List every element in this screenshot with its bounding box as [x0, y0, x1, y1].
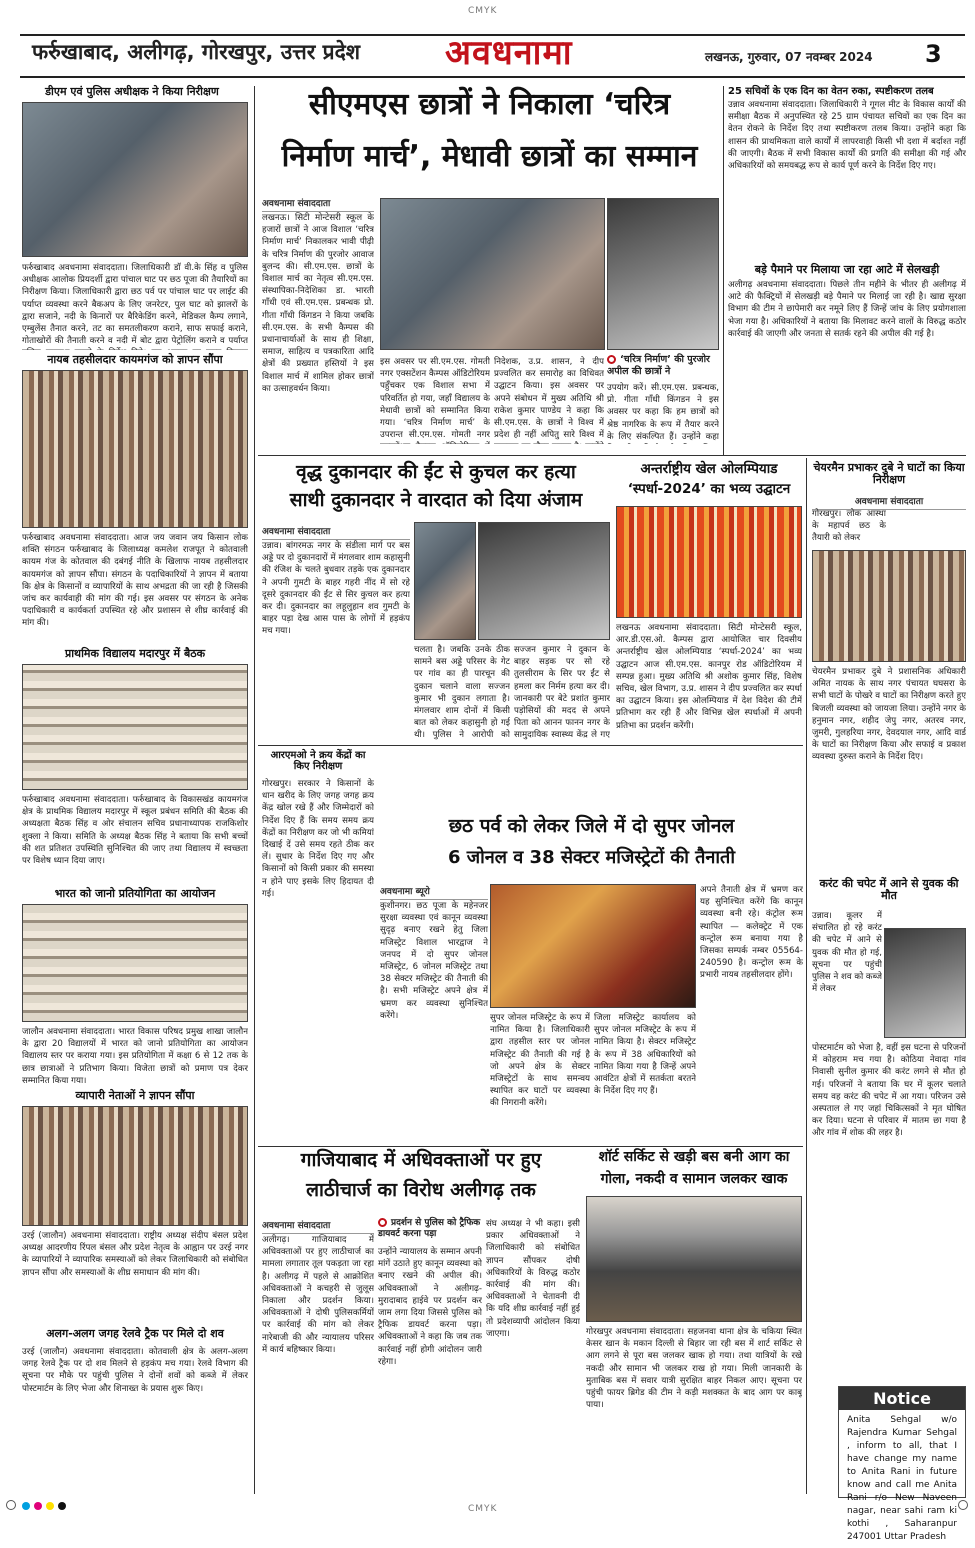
- lead-byline: अवधनामा संवाददाता: [262, 196, 374, 212]
- story-quiz-title: भारत को जानो प्रतियोगिता का आयोजन: [54, 887, 216, 900]
- photo-memorandum: [22, 370, 248, 528]
- story-chairman-body: चेयरमैन प्रभाकर दुबे ने प्रशासनिक अधिकारी अमित नायक के साथ नगर पंचायत घघसरा के सभी घाटों के पोखरे व घाटों का निरीक्षण करते हुए बिजली व्यवस्था को जायजा लिया। उन्होंने नगर के हनुमान नगर, शहीद जेपु नगर, अतरव नगर, जुमरी, गुलहरिया नगर, देवदयाल नगर, आदि वार्ड के घाटों का निरीक्षण किया और सफाई व प्रकाश व्यवस्था दुरुस्त कराने के निर्देश दिए।: [812, 667, 966, 763]
- story-traders-body: उरई (जालौन) अवधनामा संवाददाता। राष्ट्रीय अध्यक्ष संदीप बंसल प्रदेश अध्यक्ष आदरणीय रिंपल बंसल और प्रदेश नेतृत्व के आह्वान पर उरई नगर के व्यापारियों ने व्यापारिक समस्याओं को लेकर जिलाधिकारी को संबोधित ज्ञापन सौंपा और समस्याओं के शीघ्र समाधान की मांग की।: [22, 1231, 248, 1278]
- murder-headline-line2: साथी दुकानदार ने वारदात को दिया अंजाम: [289, 489, 583, 511]
- story-dm-inspection-body: फर्रुखाबाद अवधनामा संवाददाता। जिलाधिकारी डॉ वी.के सिंह व पुलिस अधीक्षक आलोक प्रियदर्शी द्वारा पांचाल घाट पर छठ पूजा की तैयारियों का निरीक्षण किया। जिलाधिकारी द्वारा छठ पर्व पर पांचाल घाट पर लाईट की पर्याप्त व्यवस्था करने बैकअप के लिए जनरेटर, पुल घाट को झालरों के द्वारा सजाने, नदी के किनारों पर बैरिकेडिंग करने, मेडिकल कैम्प लगाने, एम्बुलेंस तैनात करने, तट का समतलीकरण कराने, साफ सफाई कराने, गोताखोरों की तैनाती करने व नदी में बोट द्वारा पेट्रोलिंग कराने व पर्याप्त: [22, 263, 248, 347]
- ghaziabad-byline: अवधनामा संवाददाता: [262, 1218, 374, 1234]
- story-chairman-lede: गोरखपुर। लोक आस्था के महापर्व छठ के तैयारी को लेकर: [812, 509, 886, 544]
- story-dm-inspection-title: डीएम एवं पुलिस अधीक्षक ने किया निरीक्षण: [45, 85, 219, 98]
- ghaziabad-headline-line2: लाठीचार्ज का विरोध अलीगढ़ तक: [306, 1179, 536, 1201]
- lead-body-col1: लखनऊ। सिटी मोन्टेसरी स्कूल के हजारों छात्रों ने आज विशाल ‘चरित्र निर्माण मार्च’ निकालकर भावी पीढ़ी के चरित्र निर्माण की पुरजोर आवाज बुलन्द की। सी.एम.एस. छात्रों के विशाल मार्च का नेतृत्व सी.एम.एस. संस्थापिका-निदेशिका डा. भारती गाँधी एवं सी.एम.एस. प्रबन्धक प्रो. गीता गाँधी किंगडन ने किया जबकि सी.एम.एस. के सभी कैम्पस की प्रधानाचार्याओं के साथ ही शिक्षा, समाज, साहित्य व पत्रकारिता आदि क्षेत्रों की प्रख्यात हस्तियों ने इस विशाल मार्च में शामिल होकर छात्रों का उत्साहवर्धन किया।: [262, 213, 374, 394]
- black-swatch: [58, 1502, 66, 1510]
- story-railway-body: उरई (जालौन) अवधनामा संवाददाता। कोतवाली क्षेत्र के अलग-अलग जगह रेलवे ट्रैक पर दो शव मिलने से हड़कंप मच गया। रेलवे विभाग की सूचना पर मौके पर पहुंची पुलिस ने दोनों शवों को कब्जे में लेकर पोस्टमार्टम के लिए भेजा और शिनाख्त के प्रयास शुरू किए।: [22, 1347, 248, 1394]
- story-current-lede: उन्नाव। कूलर में संचालित हो रहे करंट की चपेट में आने से युवक की मौत हो गई, सूचना पर पहुंची पुलिस ने शव को कब्जे में लेकर: [812, 911, 882, 995]
- chairman-byline: अवधनामा संवाददाता: [812, 494, 966, 510]
- lead-headline-line2: निर्माण मार्च’, मेधावी छात्रों का सम्मान: [281, 139, 698, 174]
- story-adulteration-title: बड़े पैमाने पर मिलाया जा रहा आटे में सेलखड़ी: [754, 263, 940, 276]
- photo-accused: [478, 522, 610, 640]
- horizontal-rule-2: [258, 745, 803, 746]
- story-quiz-body: जालौन अवधनामा संवाददाता। भारत विकास परिषद प्रमुख शाखा जालौन के द्वारा 20 विद्यालयों में भारत को जानो प्रतियोगिता का आयोजन विद्यालय स्तर पर कराया गया। इस प्रतियोगिता में कक्षा 6 से 12 तक के छात्र छात्राओं ने प्रतिभाग किया। विजेता छात्रों को प्रमाण पत्र देकर सम्मानित किया गया।: [22, 1027, 248, 1086]
- column-rule-right: [806, 458, 807, 1494]
- photo-chhath: [490, 884, 696, 1008]
- photo-dm-inspection: [22, 102, 248, 257]
- lead-body-col2: इस अवसर पर सी.एम.एस. गोमती नगर एक्सटेंशन कैम्पस ऑडिटोरियम पहुँचकर एक विशाल सभा में परिवर्तित हो गया, जहाँ विद्यालय के मेधावी छात्रों को सम्मानित किया गया। ‘चरित्र निर्माण मार्च’ के उपरान्त सी.एम.एस. गोमती नगर: [380, 357, 490, 441]
- story-chairman-title: चेयरमैन प्रभाकर दुबे ने घाटों का किया निरीक्षण: [813, 461, 965, 487]
- color-register-label: CMYK: [468, 6, 498, 16]
- quote-bullet-icon: [607, 355, 616, 364]
- horizontal-rule-1: [258, 455, 966, 456]
- story-school-meeting-title: प्राथमिक विद्यालय मदारपुर में बैठक: [64, 647, 206, 660]
- lead-body-col3: निदेशक, उ.प्र. शासन, ने दीप प्रज्वलित कर समारोह का विधिवत उद्घाटन किया। इस अवसर पर अपने संबोधन में मुख्य अतिथि श्री राकेश कुमार पाण्डेय ने कहा कि सी.एम.एस. के छात्रों ने विश्व में प्रदेश ही नहीं अपितु सारे विश्व में: [494, 357, 604, 441]
- photo-victim-current: [884, 928, 966, 1038]
- olympiad-headline-line1: अन्तर्राष्ट्रीय खेल ओलम्पियाड: [640, 461, 778, 477]
- photo-cms-march: [380, 198, 605, 350]
- horizontal-rule-3: [258, 1146, 803, 1147]
- story-railway-title: अलग-अलग जगह रेलवे ट्रैक पर मिले दो शव: [46, 1327, 224, 1340]
- masthead-logo: अवधनामा: [445, 33, 573, 73]
- lead-pull-quote: [607, 354, 719, 378]
- ghaziabad-pull-quote-text: प्रदर्शन से पुलिस को ट्रैफिक डायवर्ट करना पड़ा: [378, 1218, 481, 1240]
- photo-bus-fire: [586, 1196, 802, 1322]
- story-memorandum-body: फर्रुखाबाद अवधनामा संवाददाता। आज जय जवान जय किसान लोक शक्ति संगठन फर्रुखाबाद के जिलाध्यक्ष कमलेश राजपूत ने कोतवाली कायम गंज के कोतवाल की दबंगई नीति के खिलाफ नायब तहसीलदार कायमगंज को ज्ञापन सौंपा। संगठन के पदाधिकारियों ने ज्ञापन में बताया कि क्षेत्र के किसानों व व्यापारियों के साथ अभद्रता की जा रही है जिसकी जांच कर कार्यवाही की मांग की गई। इस अवसर पर संगठन के अनेक पदाधिकारी व कार्यकर्ता उपस्थित रहे और प्रशासन से शीघ्र कार्रवाई की मांग की।: [22, 533, 248, 629]
- story-rmo-title: आरएमओ ने क्रय केंद्रों का किए निरीक्षण: [270, 750, 366, 773]
- ghaziabad-body-col2: उन्होंने न्यायालय के सम्मान अपनी मांगें उठाते हुए कानून व्यवस्था को बनाए रखने की अपील की। अधिवक्ताओं ने अलीगढ़-मुरादाबाद हाईवे पर प्रदर्शन कर जाम लगा दिया जिससे पुलिस को ट्रैफिक डायवर्ट करना पड़ा। अधिवक्ताओं ने कहा कि जब तक कार्रवाई नहीं होगी आंदोलन जारी रहेगा।: [378, 1247, 482, 1367]
- chhath-body-col2: सुपर जोनल मजिस्ट्रेट के रूप में नामित किया है। जिलाधिकारी द्वारा तहसील स्तर पर जोनल मजिस्ट्रेट की तैनाती की गई है जो अपने क्षेत्र के सेक्टर मजिस्ट्रेटों के साथ समन्वय स्थापित कर घाटों पर व्यवस्था की निगरानी करेंगे।: [490, 1013, 590, 1109]
- chhath-byline: अवधनामा ब्यूरो: [380, 884, 488, 900]
- column-rule-right-top: [723, 86, 724, 456]
- murder-body-col2: चलता है। जबकि उनके ठीक सामने बस अड्डे परिसर के गेट पर गांव का ही पारचून की दुकान चलाने वाला सज्जन कुमार भी दुकान लगाता है। मंगलवार शाम दोनों में किसी बात को लेकर कहासुनी हो गई थी। पुलिस ने आरोपी को: [414, 645, 510, 740]
- notice-body: Anita Sehgal w/o Rajendra Kumar Sehgal , inform to all, that I have change my name to Anita Rani in future know and call me Anita Rani r/o New Naveen nagar, near sahi ram ki kothi , Saharanpur 247001 Uttar Pradesh: [847, 1415, 957, 1543]
- photo-olympiad: [616, 506, 802, 618]
- photo-victim: [414, 522, 476, 640]
- story-traders-title: व्यापारी नेताओं ने ज्ञापन सौंपा: [75, 1089, 195, 1102]
- chhath-headline-line2: 6 जोनल व 38 सेक्टर मजिस्ट्रेटों की तैनाती: [448, 847, 735, 868]
- olympiad-headline-line2: ‘स्पर्धा-2024’ का भव्य उद्घाटन: [627, 481, 791, 497]
- photo-chairman: [812, 550, 966, 662]
- chhath-body-col4: अपने तैनाती क्षेत्र में भ्रमण कर यह सुनिश्चित करेंगे कि कानून व्यवस्था बनी रहे। कंट्रोल रूम स्थापित — कलेक्ट्रेट में एक कन्ट्रोल रूम बनाया गया है जिसका सम्पर्क नम्बर 05564-240590 है। कन्ट्रोल रूम के प्रभारी नायब तहसीलदार होंगे।: [700, 885, 803, 981]
- murder-byline: अवधनामा संवाददाता: [262, 524, 410, 540]
- cyan-swatch: [22, 1502, 30, 1510]
- murder-headline-line1: वृद्ध दुकानदार की ईंट से कुचल कर हत्या: [296, 461, 576, 483]
- lead-pull-quote-text: ‘चरित्र निर्माण’ की पुरजोर अपील की छात्रों ने: [607, 354, 710, 377]
- lead-body-col4: उपयोग करें। सी.एम.एस. प्रबन्धक, प्रो. गीता गाँधी किंगडन ने इस अवसर पर कहा कि हम छात्रों को श्रेष्ठ नागरिक के रूप में तैयार करने के लिए संकल्पित हैं। उन्होंने कहा: [607, 383, 719, 442]
- quote-bullet-icon: [378, 1218, 387, 1227]
- photo-cms-honour: [607, 198, 719, 350]
- busfire-headline-line2: गोला, नकदी व सामान जलकर खाक: [600, 1171, 788, 1187]
- yellow-swatch: [46, 1502, 54, 1510]
- murder-body-col1: उन्नाव। बांगरमऊ नगर के संडीला मार्ग पर बस अड्डे पर दो दुकानदारों में मंगलवार शाम कहासुनी की रंजिश के चलते बुधवार तड़के एक दुकानदार ने अपनी गुमटी के बाहर गहरी नींद में सो रहे दूसरे दुकानदार की ईंट से सिर कुचल कर हत्या कर दी। दुकानदार का लहूलुहान शव गुमटी के बाहर पड़ा देख आस पास के लोगों में हड़कंप मच गया।: [262, 541, 410, 637]
- busfire-headline-line1: शॉर्ट सर्किट से खड़ी बस बनी आग का: [598, 1149, 790, 1165]
- ghaziabad-headline-line1: गाजियाबाद में अधिवक्ताओं पर हुए: [300, 1149, 542, 1171]
- page-number: 3: [925, 40, 942, 68]
- chhath-body-col3: जिला मजिस्ट्रेट कार्यालय को सुपर जोनल मजिस्ट्रेट के रूप में नामित किया है। सेक्टर मजिस्ट्रेट के रूप में 38 अधिकारियों को नामित किया गया है जिन्हें अपने आवंटित क्षेत्रों में सतर्कता बरतने के निर्देश दिए गए हैं।: [594, 1013, 696, 1097]
- lead-headline-line1: सीएमएस छात्रों ने निकाला ‘चरित्र: [308, 87, 671, 122]
- story-memorandum-title: नायब तहसीलदार कायमगंज को ज्ञापन सौंपा: [47, 353, 223, 366]
- ghaziabad-body-col3: संघ अध्यक्ष ने भी कहा। इसी प्रकार अधिवक्ताओं ने जिलाधिकारी को संबोधित ज्ञापन सौंपकर दोषी अधिकारियों के विरुद्ध कठोर कार्रवाई की मांग की। अधिवक्ताओं ने चेतावनी दी कि यदि शीघ्र कार्रवाई नहीं हुई तो प्रदेशव्यापी आंदोलन किया जाएगा।: [486, 1219, 580, 1339]
- story-adulteration-body: अलीगढ़ अवधनामा संवाददाता। पिछले तीन महीने के भीतर ही अलीगढ़ में आटे की फैक्ट्रियों में सेलखड़ी बड़े पैमाने पर मिलाई जा रही है। खाद्य सुरक्षा विभाग की टीम ने छापेमारी कर नमूने लिए हैं जिन्हें जांच के लिए प्रयोगशाला भेजा गया है। अधिकारियों ने बताया कि मिलावट करने वालों के विरुद्ध कठोर कार्रवाई की जाएगी और जनता से सतर्क रहने की अपील की गई है।: [728, 280, 966, 339]
- murder-body-col3: सज्जन कुमार ने दुकान के बाहर सड़क पर सो रहे तुलसीराम के सिर पर ईंट से हमला कर निर्मम हत्या कर दी। जानकारी पर बेटे प्रशांत कुमार पड़ोसियों की मदद से अपने पिता को आनन फानन नगर के सामुदायिक स्वास्थ्य केंद्र ले गए: [514, 645, 610, 740]
- story-rmo-body: गोरखपुर। सरकार ने किसानों के धान खरीद के लिए जगह जगह क्रय केंद्र खोल रखे हैं और जिम्मेदारों को निर्देश दिए हैं कि समय समय क्रय केंद्रों का निरीक्षण कर जो भी कमियां दिखाई दें उसे समय रहते ठीक कर लें। सुधार के निर्देश दिए गए और किसानों को किसी प्रकार की समस्या न होने पाए इसके लिए हिदायत दी गई।: [262, 779, 374, 899]
- busfire-body: गोरखपुर अवधनामा संवाददाता। सहजनवा थाना क्षेत्र के चकिया स्थित केसर खान के मकान दिल्ली से बिहार जा रही बस में शार्ट सर्किट से आग लगने से पूरा बस जलकर खाक हो गया। तथा यात्रियों के रखे नकदी और सामान भी जलकर राख हो गया। मिली जानकारी के मुताबिक बस में सवार यात्री सुरक्षित बाहर निकल आए। सूचना पर पहुंची फायर ब्रिगेड की टीम ने कड़ी मशक्कत के बाद आग पर काबू पाया।: [586, 1327, 802, 1411]
- notice-box: [838, 1386, 966, 1543]
- chhath-body-col1: कुशीनगर। छठ पूजा के महेनजर सुरक्षा व्यवस्था एवं कानून व्यवस्था सुदृढ़ बनाए रखने हेतु जिला मजिस्ट्रेट विशाल भारद्वाज ने जनपद में दो सुपर जोनल मजिस्ट्रेट, 6 जोनल मजिस्ट्रेट तथा 38 सेक्टर मजिस्ट्रेट की तैनाती की है। सभी मजिस्ट्रेट अपने क्षेत्र में भ्रमण कर व्यवस्था सुनिश्चित करेंगे।: [380, 901, 488, 1021]
- registration-mark: [6, 1500, 16, 1510]
- column-rule-left: [254, 86, 255, 1494]
- chhath-headline-line1: छठ पर्व को लेकर जिले में दो सुपर जोनल: [448, 815, 735, 837]
- story-current-body: पोस्टमार्टम को भेजा है, वहीं इस घटना से परिजनों में कोहराम मच गया है। कोठिया नेवादा गांव निवासी सुनील कुमार की करंट लगने से मौत हो गई। परिजनों ने बताया कि घर में कूलर चलाते समय वह करंट की चपेट में आ गया। परिजन उसे अस्पताल ले गए जहां चिकित्सकों ने मृत घोषित कर दिया। घटना से परिवार में मातम छा गया है और गांव में शोक की लहर है।: [812, 1043, 966, 1139]
- story-salary-title: 25 सचिवों के एक दिन का वेतन रुका, स्पष्टीकरण तलब: [728, 86, 934, 97]
- story-salary-body: उन्नाव अवधनामा संवाददाता। जिलाधिकारी ने गूगल मीट के विकास कार्यों की समीक्षा बैठक में अनुपस्थित रहे 25 ग्राम पंचायत सचिवों का एक दिन का वेतन रोकने के निर्देश दिए तथा स्पष्टीकरण तलब किया। उन्होंने कहा कि शासन की प्राथमिकता वाले कार्यों में लापरवाही किसी भी दशा में बर्दाश्त नहीं की जाएगी। बैठक में सभी विकास कार्यों की प्रगति की समीक्षा की गई और अधिकारियों को समयबद्ध रूप से कार्य पूर्ण करने के निर्देश दिए गए।: [728, 100, 966, 172]
- story-current-title: करंट की चपेट में आने से युवक की मौत: [819, 877, 959, 903]
- story-school-meeting-body: फर्रुखाबाद अवधनामा संवाददाता। फर्रुखाबाद के विकासखंड कायमगंज क्षेत्र के प्राथमिक विद्यालय मदारपुर में स्कूल प्रबंधन समिति की बैठक की अध्यक्षता बैठक सिंह व ओर संचालन सचिव प्रधानाध्यापक राजकिशोर शुक्ला ने किया। समिति के अध्यक्ष बैठक सिंह ने बताया कि सभी बच्चों की शत प्रतिशत उपस्थिति सुनिश्चित की जाए तथा विद्यालय में स्वच्छता पर विशेष ध्यान दिया जाए।: [22, 795, 248, 867]
- color-register-label-bottom: CMYK: [468, 1504, 498, 1514]
- ghaziabad-body-col1: अलीगढ़। गाजियाबाद में अधिवक्ताओं पर हुए लाठीचार्ज का मामला लगातार तूल पकड़ता जा रहा है। अलीगढ़ में पहले से आक्रोशित अधिवक्ताओं ने कचहरी से जुलूस निकाला और प्रदर्शन किया। अधिवक्ताओं ने दोषी पुलिसकर्मियों पर कार्रवाई की मांग को लेकर नारेबाजी की और न्यायालय परिसर में कार्य बहिष्कार किया।: [262, 1235, 374, 1355]
- photo-quiz: [22, 904, 248, 1022]
- edition-cities: फर्रुखाबाद, अलीगढ़, गोरखपुर, उत्तर प्रदेश: [32, 40, 361, 64]
- magenta-swatch: [34, 1502, 42, 1510]
- ghaziabad-pull-quote: [378, 1218, 482, 1241]
- olympiad-body: लखनऊ अवधनामा संवाददाता। सिटी मोन्टेसरी स्कूल, आर.डी.एस.ओ. कैम्पस द्वारा आयोजित चार दिवसीय अन्तर्राष्ट्रीय खेल ओलम्पियाड ‘स्पर्धा-2024’ का भव्य उद्घाटन आज सी.एम.एस. कानपुर रोड ऑडिटोरियम में सम्पन्न हुआ। मुख्य अतिथि श्री अशोक कुमार सिंह, विशेष सचिव, खेल विभाग, उ.प्र. शासन ने दीप प्रज्वलित कर स्पर्धा का उद्घाटन किया। इस ओलम्पियाड में देश विदेश की टीमें प्रतिभाग कर रही हैं और विभिन्न खेल स्पर्धाओं में अपनी प्रतिभा का प्रदर्शन करेंगी।: [616, 623, 802, 731]
- registration-mark-right: [958, 1500, 968, 1510]
- dateline: लखनऊ, गुरुवार, 07 नवम्बर 2024: [705, 50, 873, 64]
- photo-school-meeting: [22, 664, 248, 790]
- notice-title: Notice: [839, 1387, 965, 1410]
- photo-traders: [22, 1106, 248, 1226]
